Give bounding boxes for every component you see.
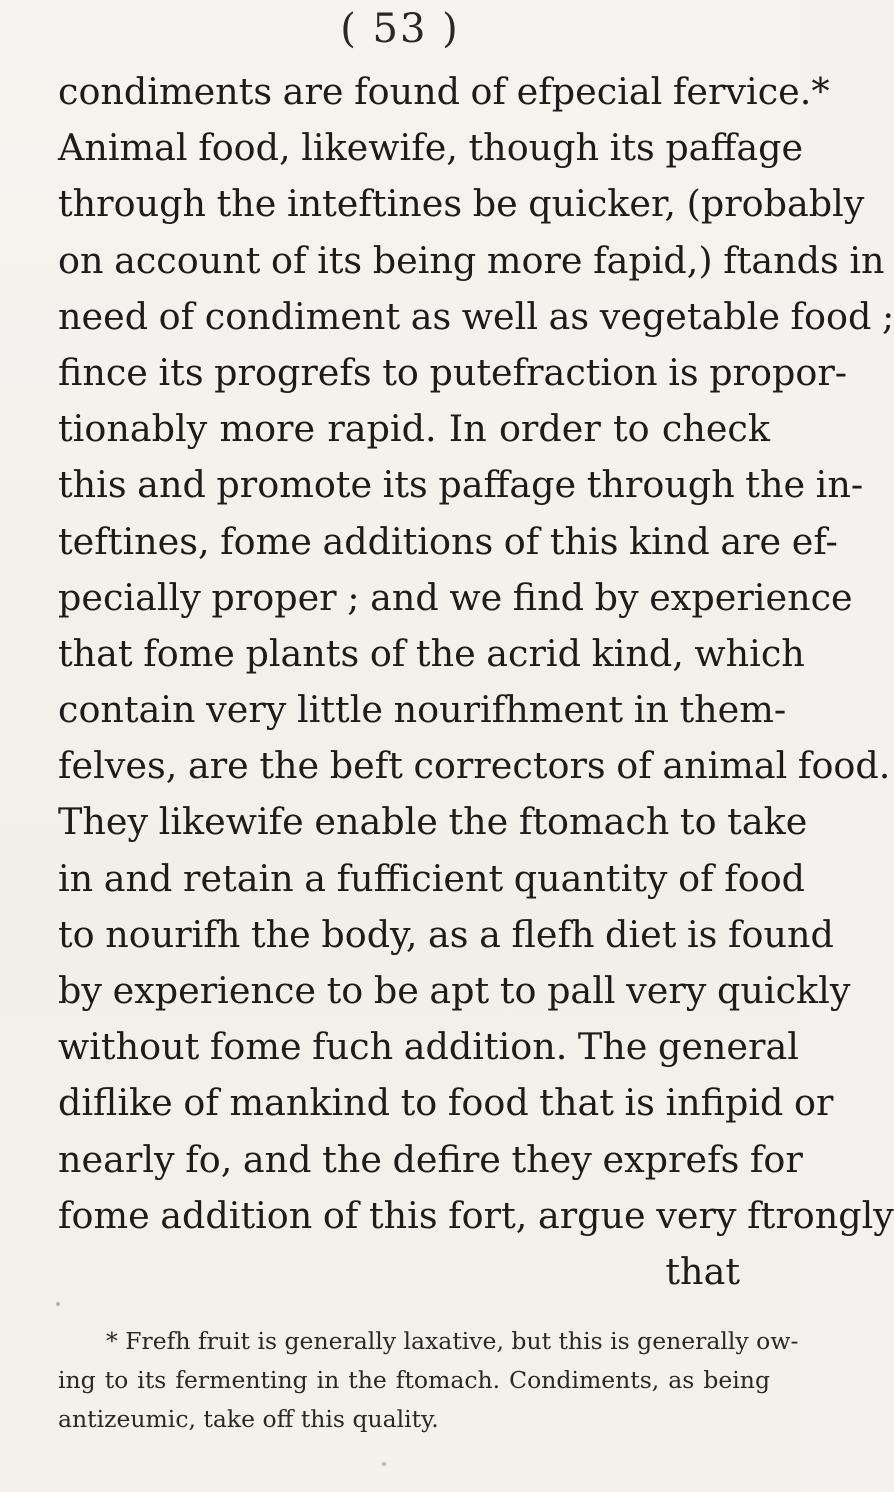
text-line: to nourifh the body, as a flefh diet is found [58, 912, 834, 956]
text-line: felves, are the beft correctors of animal food. [58, 744, 891, 788]
text-line: through the inteftines be quicker, (probably [58, 182, 865, 226]
text-line: Animal food, likewife, though its paffage [58, 126, 804, 170]
text-line: pecially proper ; and we find by experience [58, 575, 853, 619]
text-line: fince its progrefs to putefraction is propor- [58, 350, 848, 394]
page-number: ( 53 ) [340, 6, 460, 52]
text-line: They likewife enable the ftomach to take [58, 800, 808, 844]
text-line: diflike of mankind to food that is infipid or [58, 1081, 834, 1125]
text-line: this and promote its paffage through the in- [58, 463, 864, 507]
text-line: on account of its being more fapid,) ftands in [58, 238, 885, 282]
text-line: by experience to be apt to pall very quickly [58, 969, 851, 1012]
footnote-line: ing to its fermenting in the ftomach. Condiments, as being [58, 1366, 770, 1394]
ink-speck [382, 1462, 386, 1466]
text-line: in and retain a fufficient quantity of food [58, 856, 806, 900]
footnote-line: antizeumic, take off this quality. [58, 1405, 439, 1433]
text-line: condiments are found of efpecial fervice.* [58, 70, 830, 113]
text-line: fome addition of this fort, argue very ftrongly [58, 1193, 894, 1237]
footnote [58, 1322, 799, 1439]
text-line: need of condiment as well as vegetable food ; [58, 294, 894, 338]
text-line: teftines, fome additions of this kind are ef- [58, 519, 838, 563]
ink-speck [56, 1302, 60, 1306]
text-line: contain very little nourifhment in them- [58, 688, 787, 732]
body-text [58, 64, 894, 1300]
text-line: tionably more rapid. In order to check [58, 407, 770, 451]
catchword: that [665, 1249, 740, 1293]
text-line: nearly fo, and the defire they exprefs for [58, 1137, 803, 1181]
text-line: that fome plants of the acrid kind, which [58, 631, 805, 675]
footnote-line: * Frefh fruit is generally laxative, but this is generally ow- [106, 1327, 799, 1355]
text-line: without fome fuch addition. The general [58, 1025, 799, 1069]
